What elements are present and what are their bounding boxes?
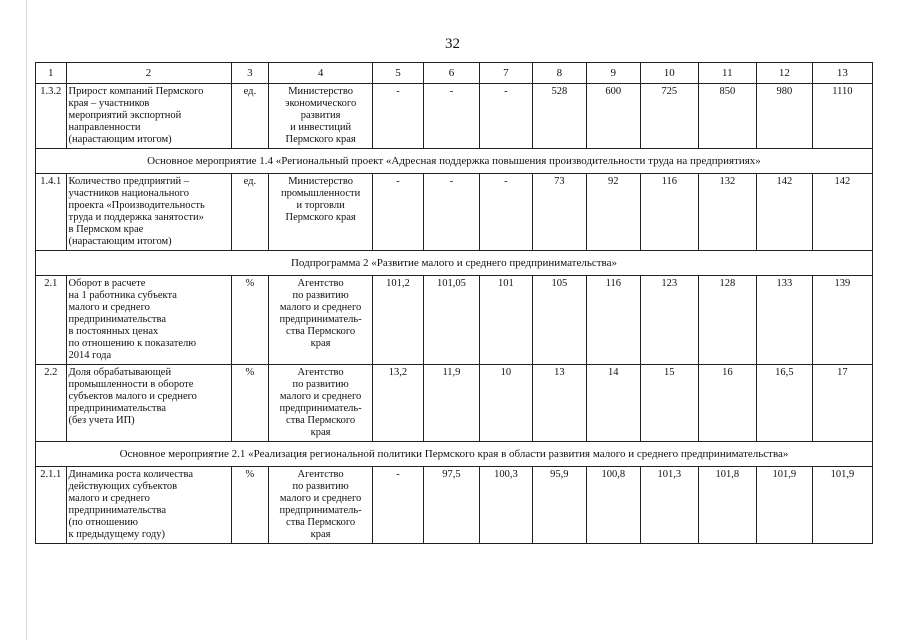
value-cell: -	[423, 84, 479, 149]
value-cell: 73	[532, 174, 586, 251]
indicator-name-line: проекта «Производительность	[68, 200, 205, 211]
responsible-body	[269, 84, 373, 149]
scan-edge-line	[26, 0, 27, 640]
value-cell: 10	[479, 365, 532, 442]
responsible-body-line: Агентство	[297, 278, 344, 289]
unit: ед.	[231, 174, 269, 251]
page-number: 32	[445, 36, 460, 52]
column-header: 5	[373, 63, 424, 84]
indicator-name-line: действующих субъектов	[68, 481, 178, 492]
indicator-name	[66, 84, 231, 149]
indicator-name-line: Количество предприятий –	[68, 176, 189, 187]
column-header: 6	[423, 63, 479, 84]
indicator-name-line: предпринимательства	[68, 505, 166, 516]
column-header: 9	[586, 63, 640, 84]
indicator-name-line: Динамика роста количества	[68, 469, 193, 480]
responsible-body-line: развития	[300, 110, 341, 121]
value-cell: -	[373, 174, 424, 251]
header-row	[36, 63, 873, 84]
indicator-name	[66, 174, 231, 251]
indicator-name-line: малого и среднего	[68, 302, 150, 313]
unit: %	[231, 276, 269, 365]
value-cell: 13	[532, 365, 586, 442]
indicator-name-line: Прирост компаний Пермского	[68, 86, 204, 97]
value-cell: -	[373, 84, 424, 149]
value-cell: 980	[756, 84, 812, 149]
responsible-body-line: края	[310, 427, 331, 438]
responsible-body-line: ства Пермского	[286, 517, 356, 528]
value-cell: 116	[586, 276, 640, 365]
column-header: 10	[640, 63, 698, 84]
column-header: 1	[36, 63, 67, 84]
indicator-name-line: на 1 работника субъекта	[68, 290, 177, 301]
unit: ед.	[231, 84, 269, 149]
section-title: Основное мероприятие 2.1 «Реализация региональной политики Пермского края в области развития малого и среднего предпринимательства»	[36, 442, 873, 467]
value-cell: 101,2	[373, 276, 424, 365]
indicator-name-line: субъектов малого и среднего	[68, 391, 197, 402]
responsible-body	[269, 467, 373, 544]
value-cell: 101,8	[698, 467, 756, 544]
responsible-body-line: экономического	[284, 98, 357, 109]
responsible-body-line: предприниматель-	[279, 505, 362, 516]
responsible-body-line: промышленности	[280, 188, 361, 199]
table-row	[36, 467, 873, 544]
indicator-name-line: (нарастающим итогом)	[68, 134, 172, 145]
responsible-body-line: края	[310, 529, 331, 540]
value-cell: 142	[756, 174, 812, 251]
indicator-name	[66, 467, 231, 544]
indicator-name-line: в постоянных ценах	[68, 326, 159, 337]
indicator-name-line: по отношению к показателю	[68, 338, 197, 349]
indicator-name-line: промышленности в обороте	[68, 379, 194, 390]
responsible-body-line: и торговли	[296, 200, 345, 211]
indicator-name-line: 2014 года	[68, 350, 112, 361]
indicator-name-line: участников национального	[68, 188, 189, 199]
value-cell: 95,9	[532, 467, 586, 544]
responsible-body	[269, 365, 373, 442]
indicator-name-line: предпринимательства	[68, 403, 166, 414]
row-code: 2.1	[36, 276, 67, 365]
value-cell: 97,5	[423, 467, 479, 544]
value-cell: 14	[586, 365, 640, 442]
value-cell: 128	[698, 276, 756, 365]
value-cell: 528	[532, 84, 586, 149]
value-cell: 101,05	[423, 276, 479, 365]
table-row	[36, 365, 873, 442]
responsible-body-line: по развитию	[292, 481, 349, 492]
column-header: 4	[269, 63, 373, 84]
row-code: 2.1.1	[36, 467, 67, 544]
responsible-body-line: Агентство	[297, 469, 344, 480]
value-cell: -	[423, 174, 479, 251]
value-cell: 16	[698, 365, 756, 442]
value-cell: 101,9	[812, 467, 872, 544]
section-title: Подпрограмма 2 «Развитие малого и среднего предпринимательства»	[36, 251, 873, 276]
column-header: 13	[812, 63, 872, 84]
section-row	[36, 251, 873, 276]
row-code: 1.4.1	[36, 174, 67, 251]
responsible-body-line: ства Пермского	[286, 326, 356, 337]
responsible-body-line: по развитию	[292, 290, 349, 301]
value-cell: 600	[586, 84, 640, 149]
indicator-name-line: предпринимательства	[68, 314, 166, 325]
value-cell: 1110	[812, 84, 872, 149]
indicator-name-line: Доля обрабатывающей	[68, 367, 172, 378]
value-cell: 123	[640, 276, 698, 365]
table-row	[36, 84, 873, 149]
indicator-name-line: направленности	[68, 122, 141, 133]
responsible-body-line: края	[310, 338, 331, 349]
row-code: 1.3.2	[36, 84, 67, 149]
value-cell: -	[479, 174, 532, 251]
unit: %	[231, 467, 269, 544]
responsible-body-line: Агентство	[297, 367, 344, 378]
indicator-name-line: (по отношению	[68, 517, 138, 528]
responsible-body-line: малого и среднего	[279, 391, 362, 402]
value-cell: -	[479, 84, 532, 149]
row-code: 2.2	[36, 365, 67, 442]
indicator-name-line: к предыдущему году)	[68, 529, 166, 540]
value-cell: 139	[812, 276, 872, 365]
responsible-body-line: Министерство	[288, 176, 353, 187]
indicator-name	[66, 276, 231, 365]
value-cell: 101,9	[756, 467, 812, 544]
value-cell: 132	[698, 174, 756, 251]
value-cell: 11,9	[423, 365, 479, 442]
value-cell: 101	[479, 276, 532, 365]
section-row	[36, 442, 873, 467]
indicator-name-line: Оборот в расчете	[68, 278, 146, 289]
responsible-body-line: ства Пермского	[286, 415, 356, 426]
indicator-name-line: в Пермском крае	[68, 224, 144, 235]
value-cell: 92	[586, 174, 640, 251]
unit: %	[231, 365, 269, 442]
indicator-name-line: труда и поддержка занятости»	[68, 212, 204, 223]
responsible-body-line: предприниматель-	[279, 403, 362, 414]
indicator-name	[66, 365, 231, 442]
indicator-name-line: (без учета ИП)	[68, 415, 135, 426]
value-cell: -	[373, 467, 424, 544]
value-cell: 850	[698, 84, 756, 149]
responsible-body	[269, 276, 373, 365]
value-cell: 105	[532, 276, 586, 365]
value-cell: 16,5	[756, 365, 812, 442]
column-header: 7	[479, 63, 532, 84]
indicator-name-line: (нарастающим итогом)	[68, 236, 172, 247]
value-cell: 17	[812, 365, 872, 442]
responsible-body-line: предприниматель-	[279, 314, 362, 325]
column-header: 11	[698, 63, 756, 84]
column-header: 2	[66, 63, 231, 84]
section-row	[36, 149, 873, 174]
responsible-body-line: и инвестиций	[290, 122, 352, 133]
responsible-body-line: Пермского края	[285, 212, 356, 223]
value-cell: 142	[812, 174, 872, 251]
value-cell: 725	[640, 84, 698, 149]
value-cell: 133	[756, 276, 812, 365]
column-header: 12	[756, 63, 812, 84]
responsible-body-line: Министерство	[288, 86, 353, 97]
value-cell: 100,3	[479, 467, 532, 544]
indicator-name-line: мероприятий экспортной	[68, 110, 182, 121]
table-row	[36, 276, 873, 365]
indicators-table	[35, 62, 873, 544]
responsible-body-line: малого и среднего	[279, 493, 362, 504]
indicator-name-line: края – участников	[68, 98, 150, 109]
value-cell: 116	[640, 174, 698, 251]
value-cell: 15	[640, 365, 698, 442]
value-cell: 13,2	[373, 365, 424, 442]
responsible-body-line: по развитию	[292, 379, 349, 390]
value-cell: 101,3	[640, 467, 698, 544]
column-header: 3	[231, 63, 269, 84]
table-row	[36, 174, 873, 251]
value-cell: 100,8	[586, 467, 640, 544]
responsible-body-line: Пермского края	[285, 134, 356, 145]
section-title: Основное мероприятие 1.4 «Региональный проект «Адресная поддержка повышения производительности труда на предприятиях»	[36, 149, 873, 174]
responsible-body	[269, 174, 373, 251]
responsible-body-line: малого и среднего	[279, 302, 362, 313]
column-header: 8	[532, 63, 586, 84]
indicator-name-line: малого и среднего	[68, 493, 150, 504]
